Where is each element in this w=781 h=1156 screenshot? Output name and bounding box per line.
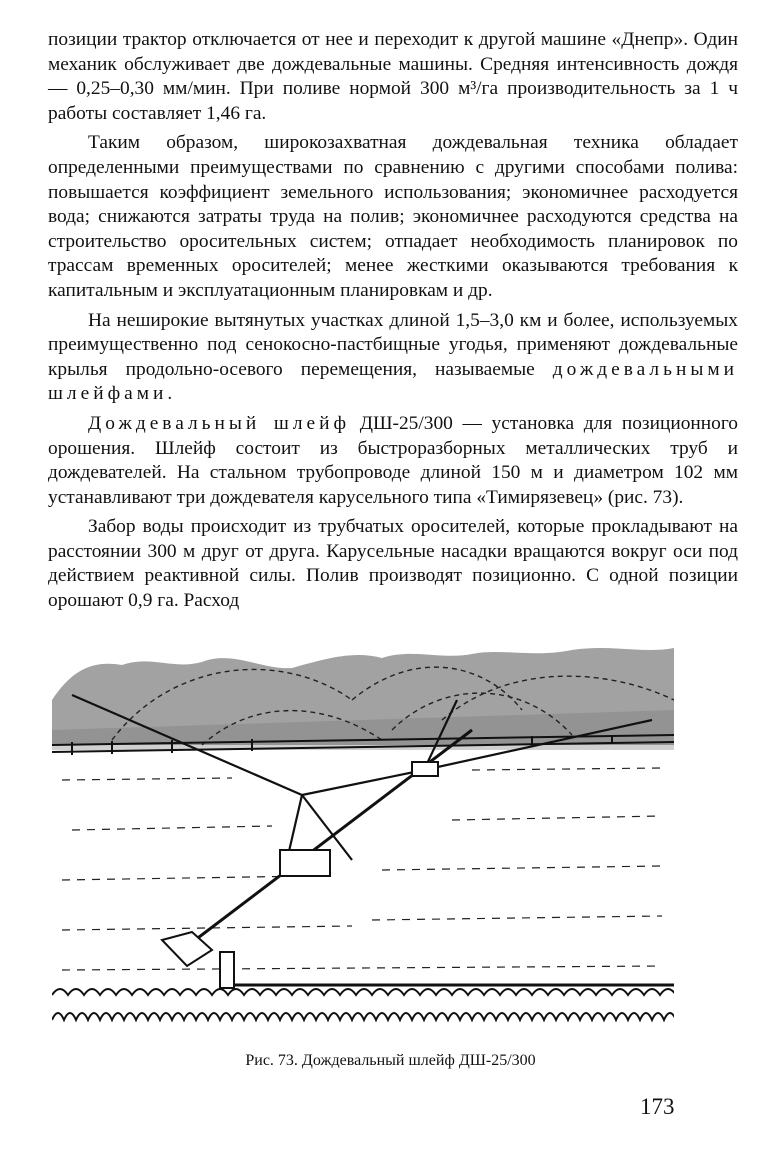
background-trees (52, 640, 674, 750)
page-number: 173 (640, 1094, 675, 1119)
paragraph-1-text: позиции трактор отключается от нее и переходит к другой машине «Днепр». Один механик обслуживает две дождевальные машины. Средняя интенсивность дождя — 0,25–0,30 мм/мин. При поливе нормой 300 м³/га производительность за 1 ч работы составляет 1,46 га. (48, 29, 738, 124)
sprinkler-head (412, 762, 438, 776)
paragraph-3 (48, 309, 738, 407)
paragraph-4-text: ДШ-25/300 — установка для позиционного орошения. Шлейф состоит из быстроразборных металлических труб и дождевателей. На стальном трубопроводе длиной 150 м и диаметром 102 мм устанавливают три дождевателя карусельного типа «Тимирязевец» (рис. 73). (48, 412, 739, 508)
paragraph-2 (48, 131, 738, 303)
paragraph-3-end: . (167, 383, 173, 405)
text-body (48, 28, 738, 614)
figure-caption: Рис. 73. Дождевальный шлейф ДШ-25/300 (245, 1052, 536, 1069)
field-texture (62, 768, 662, 970)
paragraph-2-text: Таким образом, широкозахватная дождевальная техника обладает определенными преимуществами по сравнению с другими способами полива: повышается коэффициент земельного использования; экономичнее расходуется вода; снижаются затраты труда на полив; экономичнее расходуются средства на строительство оросительных систем; отпадает необходимость планировок по трассам временных оросителей; менее жесткими оказываются требования к капитальным и эксплуатационным планировкам и др. (48, 132, 738, 301)
sprinkler-illustration (52, 640, 674, 1040)
spaced-term: Дождевальный шлейф (88, 412, 351, 434)
sprinkler-head (280, 850, 330, 876)
paragraph-4 (48, 412, 738, 510)
sprinkler-heads (162, 762, 438, 988)
grass-foreground (52, 989, 674, 1020)
riser-pipe (220, 952, 234, 988)
spaced-term: дождевальными шлейфами (48, 358, 738, 405)
sprinkler-drawing (52, 640, 674, 1040)
hydrant-valve (162, 932, 212, 966)
paragraph-3-text: На неширокие вытянутых участках длиной 1,5–3,0 км и более, используемых преимущественно под сенокосно-пастбищные угодья, применяют дождевальные крылья продольно-осевого перемещения, называемые (48, 309, 738, 380)
paragraph-5 (48, 515, 738, 613)
paragraph-5-text: Забор воды происходит из трубчатых оросителей, которые прокладывают на расстоянии 300 м друг от друга. Карусельные насадки вращаются вокруг оси под действием реактивной силы. Полив производят позиционно. С одной позиции орошают 0,9 га. Расход (48, 516, 738, 612)
paragraph-1 (48, 28, 738, 126)
